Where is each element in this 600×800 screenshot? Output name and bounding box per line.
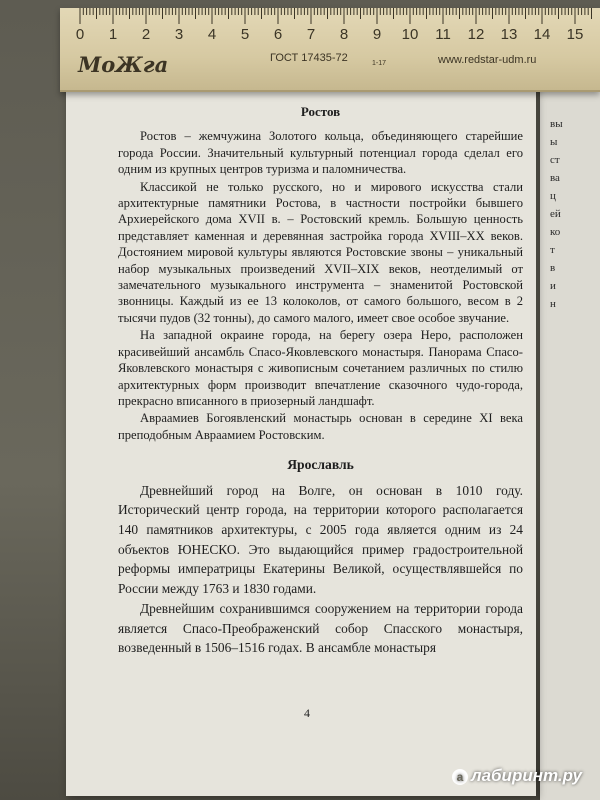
ruler-gost-sub: 1-17 — [372, 60, 387, 67]
labirint-logo-icon: a — [452, 769, 468, 785]
site-watermark — [452, 766, 582, 786]
adjacent-text: н — [550, 298, 556, 310]
paragraph: На западной окраине города, на берегу озера Неро, расположен красивейший ансамбль Спасо-Яковлевского монастыря. Панорама Спасо-Яковлевского монастыря с живописным сочетанием различных по стилю архитектурных форм производит впечатление сказочного чудо-города, прекрасно вписанного в приозерный ландшафт. — [118, 328, 523, 408]
ruler-gost-label: ГОСТ 17435-72 — [270, 52, 348, 64]
ruler-number: 13 — [500, 26, 518, 43]
page-number: 4 — [304, 706, 310, 720]
ruler-brand-logo: МоЖга — [78, 52, 169, 77]
section-yaroslavl — [118, 455, 523, 658]
watermark-text: лабиринт.ру — [471, 766, 582, 785]
section-title-rostov: Ростов — [300, 104, 341, 119]
ruler-number: 11 — [435, 26, 451, 43]
ruler-number: 8 — [339, 26, 349, 43]
adjacent-text: ва — [550, 172, 560, 184]
paragraph: Авраамиев Богоявленский монастырь основан в середине XI века преподобным Авраамием Ростовским. — [118, 411, 523, 442]
ruler-number: 9 — [372, 26, 382, 43]
adjacent-text: ко — [550, 226, 561, 238]
page-content — [118, 92, 523, 659]
adjacent-text: вы — [550, 118, 563, 130]
adjacent-text: ей — [550, 208, 561, 220]
ruler-number: 2 — [141, 26, 151, 43]
ruler-number: 1 — [108, 26, 118, 43]
ruler-number: 15 — [566, 26, 584, 43]
ruler-number: 6 — [273, 26, 283, 43]
ruler-number: 5 — [240, 26, 250, 43]
paragraph: Древнейшим сохранившимся сооружением на территории города является Спасо-Преображенский собор Спасского монастыря, возведенный в 1506–1516 годах. В ансамбле монастыря — [118, 601, 523, 656]
adjacent-text: и — [550, 280, 556, 292]
paragraph: Древнейший город на Волге, он основан в 1010 году. Исторический центр города, на территории которого располагается 140 памятников архитектуры, с 2005 года является одним из 24 объектов ЮНЕСКО. Это выдающийся пример градостроительной реформы императрицы Екатерины Великой, осуществлявшейся по России между 1763 и 1830 годами. — [118, 482, 523, 596]
ruler-number: 7 — [306, 26, 316, 43]
ruler-number: 4 — [207, 26, 217, 43]
ruler — [60, 8, 600, 92]
ruler-number: 3 — [174, 26, 184, 43]
section-title-yaroslavl: Ярославль — [287, 457, 354, 473]
ruler-number: 14 — [533, 26, 551, 43]
adjacent-text: т — [550, 244, 555, 256]
adjacent-text: ы — [550, 136, 558, 148]
paragraph: Ростов – жемчужина Золотого кольца, объединяющего старейшие города России. Значительный культурный потенциал города сделал его одним из крупных центров туризма и паломничества. — [118, 129, 523, 177]
paragraph: Классикой не только русского, но и мирового искусства стали архитектурные памятники Ростова, в частности постройки бывшего Архиерейского дома XVII в. – Ростовский кремль. Большую ценность представляет каменная и деревянная застройка города XVIII–XX веков. Достоянием мировой культуры являются Ростовские звоны – уникальный набор музыкальных произведений XVII–XIX веков, неотделимый от замечательного музыкального инструмента – знаменитой Ростовской звонницы. Каждый из ее 13 колоколов, от самого большого, весом в 2 тысячи пудов (32 тонны), до самого малого, имеет свое особое звучание. — [118, 179, 523, 325]
ruler-number: 10 — [401, 26, 419, 43]
adjacent-page — [540, 84, 600, 800]
ruler-number: 0 — [75, 26, 85, 43]
adjacent-text: в — [550, 262, 556, 274]
ruler-website: www.redstar-udm.ru — [438, 54, 537, 66]
adjacent-text: ст — [550, 154, 560, 166]
adjacent-text: ц — [550, 190, 556, 202]
ruler-number: 12 — [467, 26, 485, 43]
